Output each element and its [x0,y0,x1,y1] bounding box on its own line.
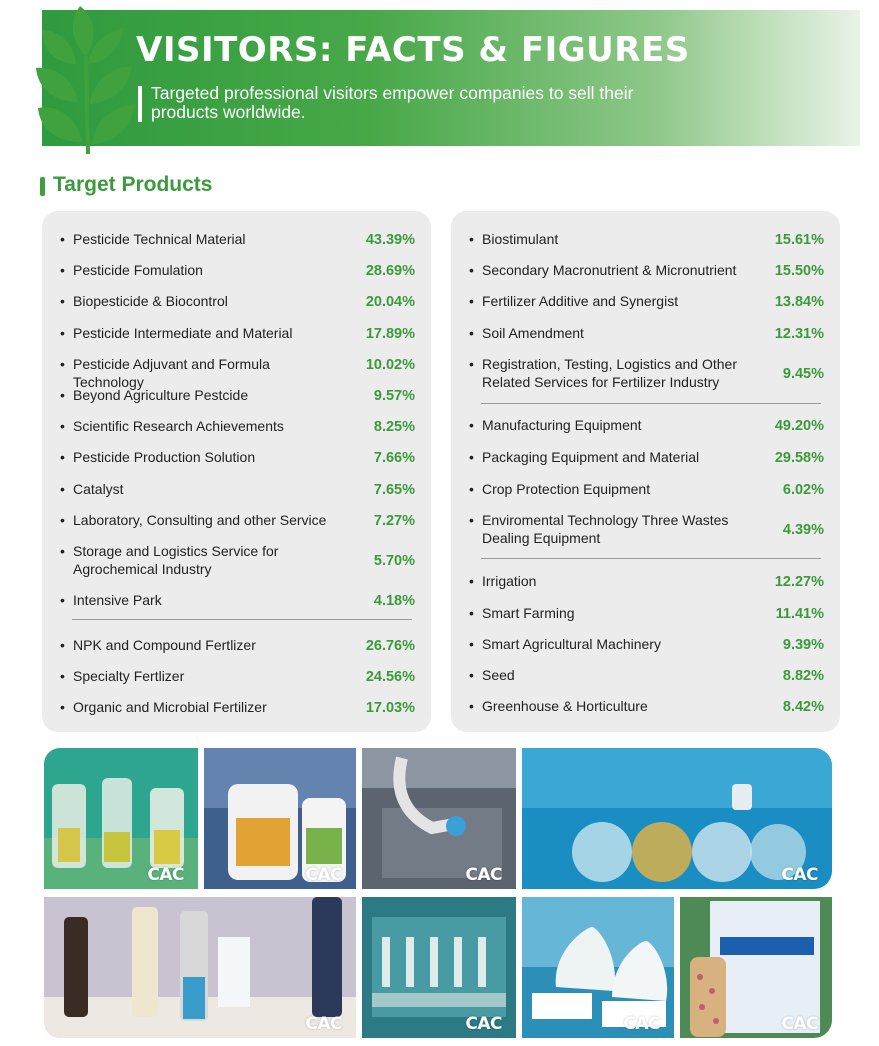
photo-watermark: CAC [465,865,502,885]
bullet-icon: • [60,262,65,278]
bullet-icon: • [60,231,65,247]
product-label: Scientific Research Achievements [73,418,284,434]
bullet-icon: • [469,325,474,341]
product-percentage: 5.70% [373,553,415,569]
bullet-icon: • [60,418,65,434]
product-label: Pesticide Technical Material [73,231,246,247]
product-label: Enviromental Technology Three Wastes Dealing Equipment [482,512,729,546]
product-label: Specialty Fertlizer [73,668,185,684]
product-label: Crop Protection Equipment [482,481,651,497]
photo-fertilizer-display [680,897,832,1038]
product-percentage: 7.65% [373,482,415,498]
bullet-icon: • [60,481,65,497]
bullet-icon: • [60,325,65,341]
product-percentage: 49.20% [774,418,824,434]
photo-watermark: CAC [781,1014,818,1034]
bullet-icon: • [469,417,474,433]
product-percentage: 12.27% [774,574,824,590]
photo-jerrycans [204,748,356,889]
product-label: Packaging Equipment and Material [482,449,700,465]
product-percentage: 9.45% [782,366,824,382]
product-percentage: 7.66% [373,450,415,466]
bullet-icon: • [60,668,65,684]
product-percentage: 4.18% [373,593,415,609]
product-percentage: 12.31% [774,326,824,342]
product-percentage: 9.57% [373,388,415,404]
product-label: Smart Farming [482,605,575,621]
section-marker [40,177,45,196]
bullet-icon: • [60,592,65,608]
page-subtitle: Targeted professional visitors empower companies to sell their products worldwide. [151,83,634,122]
product-label: Secondary Macronutrient & Micronutrient [482,262,737,278]
product-percentage: 24.56% [365,669,415,685]
product-percentage: 11.41% [775,606,824,622]
product-percentage: 13.84% [774,294,824,310]
photo-watermark: CAC [465,1014,502,1034]
bullet-icon: • [469,667,474,683]
product-label: Pesticide Adjuvant and Formula Technology [73,356,270,390]
product-percentage: 8.42% [782,699,824,715]
left-products-panel [42,211,431,732]
photo-watermark: CAC [305,865,342,885]
product-percentage: 8.82% [782,668,824,684]
product-percentage: 43.39% [365,232,415,248]
product-label: Pesticide Intermediate and Material [73,325,293,341]
product-label: Laboratory, Consulting and other Service [73,512,327,528]
bullet-icon: • [60,293,65,309]
product-label: Organic and Microbial Fertilizer [73,699,267,715]
bullet-icon: • [469,636,474,652]
photo-seed-jars [44,897,356,1038]
bullet-icon: • [60,543,65,559]
photo-watermark: CAC [305,1014,342,1034]
bullet-icon: • [60,449,65,465]
product-label: Fertilizer Additive and Synergist [482,293,679,309]
subtitle-divider [138,86,142,122]
photo-watermark: CAC [623,1014,660,1034]
product-percentage: 15.50% [774,263,824,279]
product-label: Catalyst [73,481,124,497]
group-divider [481,403,821,404]
product-percentage: 17.03% [365,700,415,716]
photo-production-line [362,897,516,1038]
product-label: Seed [482,667,515,683]
bullet-icon: • [60,637,65,653]
photo-bottles [44,748,198,889]
product-percentage: 7.27% [373,513,415,529]
product-percentage: 28.69% [365,263,415,279]
product-label: Storage and Logistics Service for Agrochemical Industry [73,543,279,577]
photo-watermark: CAC [781,865,818,885]
product-label: Pesticide Production Solution [73,449,256,465]
bullet-icon: • [469,481,474,497]
product-label: Soil Amendment [482,325,584,341]
product-label: Irrigation [482,573,537,589]
product-label: Intensive Park [73,592,162,608]
bullet-icon: • [60,356,65,372]
bullet-icon: • [469,356,474,372]
product-label: Pesticide Fomulation [73,262,203,278]
product-percentage: 20.04% [365,294,415,310]
bullet-icon: • [469,573,474,589]
right-products-panel [451,211,840,732]
bullet-icon: • [60,699,65,715]
bullet-icon: • [469,231,474,247]
photo-robot-arm [362,748,516,889]
group-divider [72,619,412,620]
bullet-icon: • [469,262,474,278]
page-title: VISITORS: FACTS & FIGURES [136,30,690,70]
product-percentage: 8.25% [373,419,415,435]
product-percentage: 15.61% [774,232,824,248]
photo-watermark: CAC [147,865,184,885]
product-label: Smart Agricultural Machinery [482,636,661,652]
bullet-icon: • [469,512,474,528]
product-percentage: 29.58% [774,450,824,466]
photo-powder [522,897,674,1038]
product-label: Registration, Testing, Logistics and Other Related Services for Fertilizer Industry [482,356,737,390]
product-label: Beyond Agriculture Pestcide [73,387,249,403]
bullet-icon: • [60,387,65,403]
product-percentage: 26.76% [365,638,415,654]
product-percentage: 9.39% [782,637,824,653]
bullet-icon: • [469,449,474,465]
bullet-icon: • [469,605,474,621]
product-label: Biopesticide & Biocontrol [73,293,228,309]
product-label: NPK and Compound Fertlizer [73,637,256,653]
product-percentage: 10.02% [365,357,415,373]
product-label: Manufacturing Equipment [482,417,642,433]
bullet-icon: • [469,698,474,714]
product-percentage: 17.89% [365,326,415,342]
product-percentage: 6.02% [782,482,824,498]
bullet-icon: • [60,512,65,528]
group-divider [481,558,821,559]
section-title: Target Products [53,173,213,196]
bullet-icon: • [469,293,474,309]
product-label: Greenhouse & Horticulture [482,698,648,714]
photo-flasks [522,748,832,889]
wheat-leaf-icon [28,4,138,160]
product-percentage: 4.39% [782,522,824,538]
product-label: Biostimulant [482,231,559,247]
